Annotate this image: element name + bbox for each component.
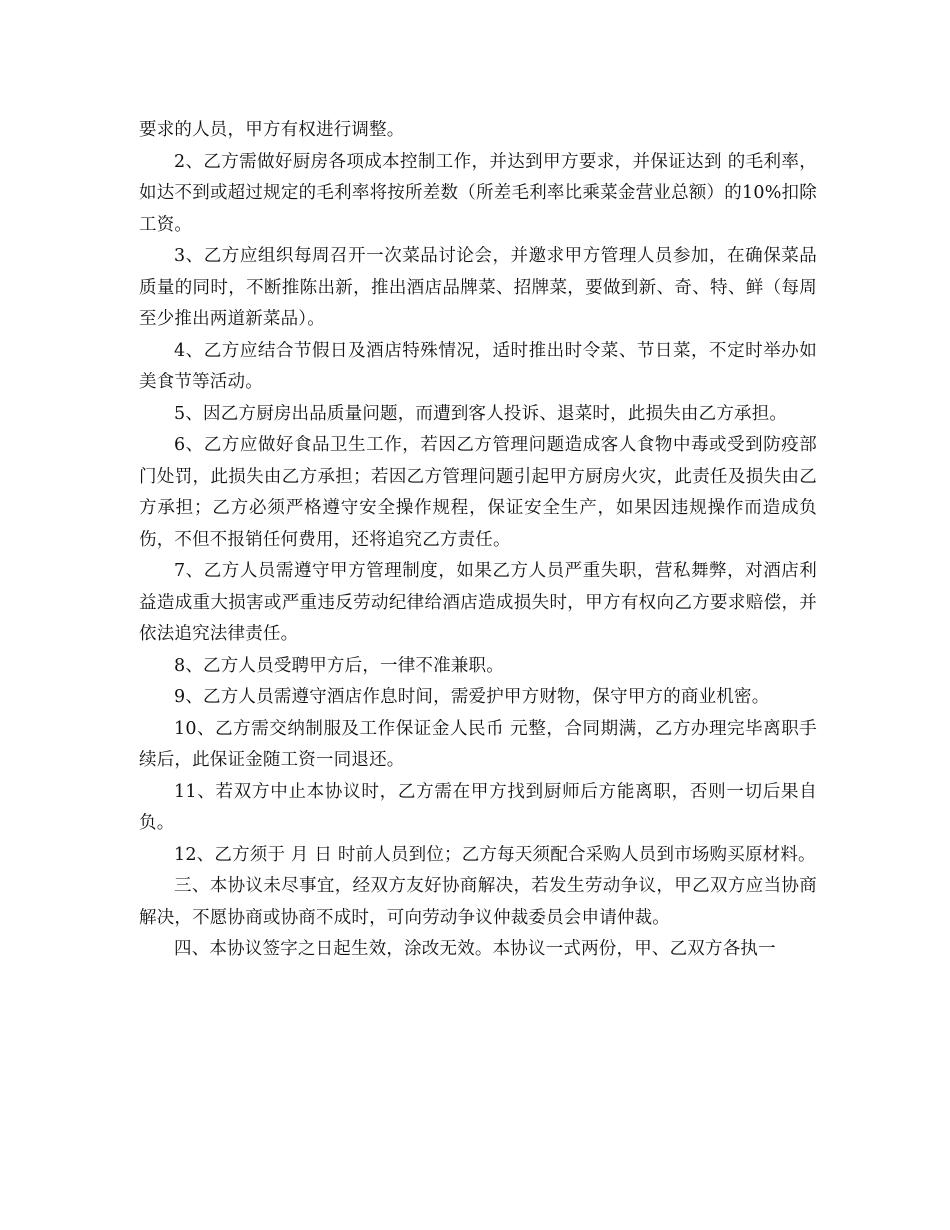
- clause-5-complaints: 5、因乙方厨房出品质量问题，而遭到客人投诉、退菜时，此损失由乙方承担。: [174, 403, 788, 424]
- section-4-effective: 四、本协议签字之日起生效，涂改无效。本协议一式两份，甲、乙双方各执一: [174, 939, 776, 959]
- clause-6-food-safety: 6、乙方应做好食品卫生工作，若因乙方管理问题造成客人食物中毒或受到防疫部门处罚，此损失由乙方承担；若因乙方管理问题引起甲方厨房火灾，此责任及损失由乙方承担；乙方必须严格遵守安全操作规程，保证安全生产，如果因违规操作而造成负伤，不但不报销任何费用，还将追究乙方责任。: [139, 435, 817, 550]
- clause-2-gross-margin: 2、乙方需做好厨房各项成本控制工作，并达到甲方要求，并保证达到 的毛利率，如达不到或超过规定的毛利率将按所差数（所差毛利率比乘菜金营业总额）的10%扣除工资。: [139, 151, 817, 235]
- clause-7-management-rules: 7、乙方人员需遵守甲方管理制度，如果乙方人员严重失职，营私舞弊，对酒店利益造成重大损害或严重违反劳动纪律给酒店造成损失时，甲方有权向乙方要求赔偿，并依法追究法律责任。: [139, 561, 817, 644]
- section-3-disputes: 三、本协议未尽事宜，经双方友好协商解决，若发生劳动争议，甲乙双方应当协商解决，不愿协商或协商不成时，可向劳动争议仲裁委员会申请仲裁。: [139, 876, 817, 928]
- clause-8-no-side-jobs: 8、乙方人员受聘甲方后，一律不准兼职。: [174, 655, 504, 676]
- clause-12-start-date: 12、乙方须于 月 日 时前人员到位；乙方每天须配合采购人员到市场购买原材料。: [174, 844, 816, 865]
- clause-4-seasonal-dishes: 4、乙方应结合节假日及酒店特殊情况，适时推出时令菜、节日菜，不定时举办如美食节等活动。: [139, 340, 817, 392]
- clause-10-deposit: 10、乙方需交纳制服及工作保证金人民币 元整，合同期满，乙方办理完毕离职手续后，此保证金随工资一同退还。: [139, 718, 817, 770]
- clause-9-work-hours: 9、乙方人员需遵守酒店作息时间，需爱护甲方财物，保守甲方的商业机密。: [174, 687, 770, 707]
- document-body: [139, 115, 817, 966]
- paragraph-continuation: 要求的人员，甲方有权进行调整。: [139, 120, 405, 140]
- clause-11-termination: 11、若双方中止本协议时，乙方需在甲方找到厨师后方能离职，否则一切后果自负。: [139, 781, 817, 833]
- clause-3-menu-meeting: 3、乙方应组织每周召开一次菜品讨论会，并邀求甲方管理人员参加，在确保菜品质量的同时，不断推陈出新，推出酒店品牌菜、招牌菜，要做到新、奇、特、鲜（每周至少推出两道新菜品）。: [139, 246, 817, 329]
